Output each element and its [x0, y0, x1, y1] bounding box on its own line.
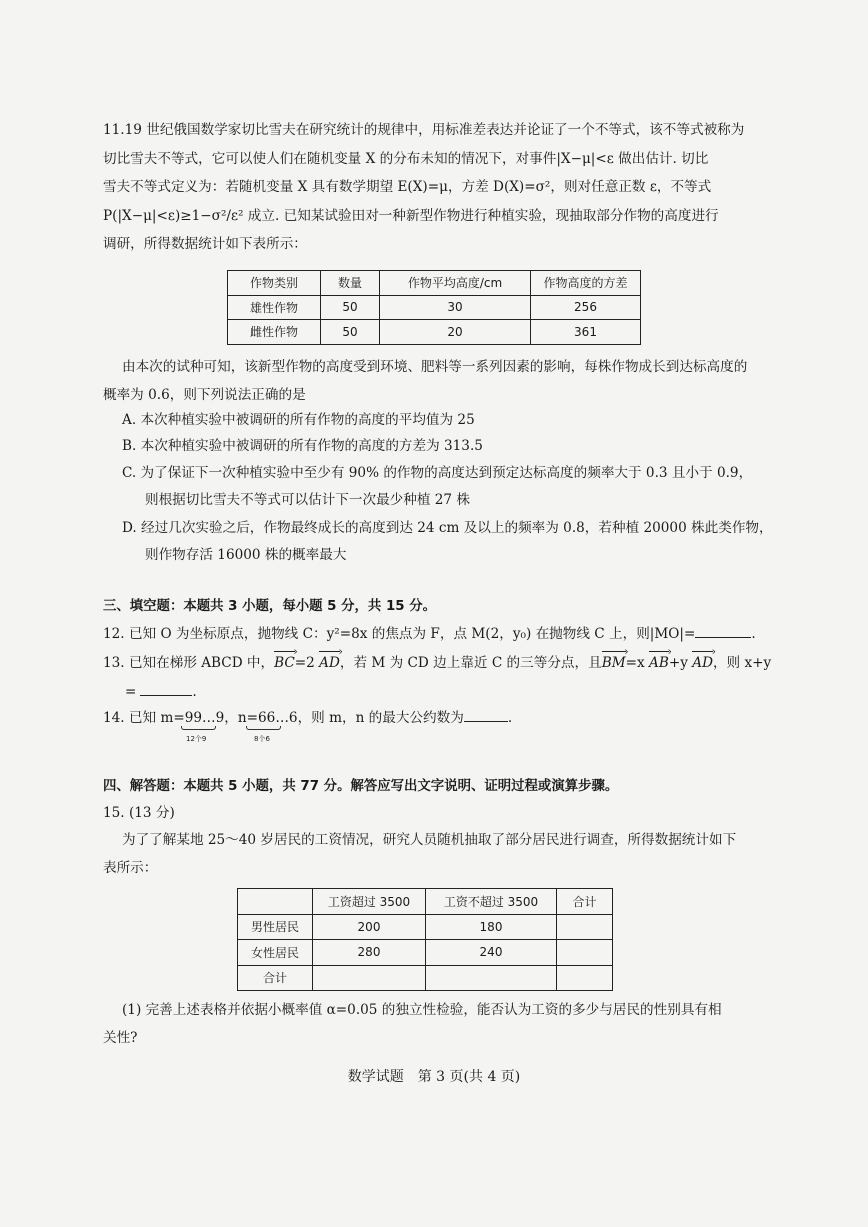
- question-12: [103, 623, 756, 644]
- vector-ad: AD ›: [319, 653, 340, 673]
- table-cell: 180: [426, 914, 557, 940]
- m-digit-count-note: 12个9: [186, 735, 207, 743]
- question-13-line-2: [125, 681, 197, 702]
- q13-end: .: [192, 684, 197, 700]
- table-row: [238, 914, 613, 940]
- q13-answer-blank: [140, 681, 192, 696]
- vector-ad-2: AD ›: [692, 653, 713, 673]
- q11-after-line-2: 概率为 0.6，则下列说法正确的是: [103, 387, 306, 403]
- q15-intro-line-2: 表所示：: [103, 860, 158, 876]
- table-cell: [557, 940, 613, 966]
- n-digit-count-note: 8个6: [254, 735, 270, 743]
- q13-mid4: +y: [668, 655, 688, 671]
- q14-n: 66…6: [258, 710, 298, 726]
- table-row: [238, 940, 613, 966]
- option-d-line-2: 则作物存活 16000 株的概率最大: [145, 547, 347, 563]
- option-b: B. 本次种植实验中被调研的所有作物的高度的方差为 313.5: [122, 438, 483, 454]
- table-cell: 20: [380, 320, 531, 345]
- table-cell: 女性居民: [238, 940, 313, 966]
- n-underbrace: [246, 726, 281, 730]
- table-cell: [557, 965, 613, 991]
- q11-line-5: 调研，所得数据统计如下表所示：: [103, 236, 307, 252]
- m-underbrace: [181, 726, 216, 730]
- q14-end: .: [507, 710, 513, 726]
- section-4-heading: 四、解答题：本题共 5 小题，共 77 分。解答应写出文字说明、证明过程或演算步骤。: [103, 779, 619, 794]
- q13-mid5: ，则 x+y: [712, 655, 772, 671]
- table-header-row: [228, 271, 641, 296]
- vector-bm: BM ›: [602, 653, 626, 673]
- q13-pre: 13. 已知在梯形 ABCD 中，: [103, 655, 275, 671]
- table-cell: 男性居民: [238, 914, 313, 940]
- q13-mid1: =2: [294, 655, 315, 671]
- table-cell: [426, 965, 557, 991]
- table-header-cell: 作物类别: [228, 271, 321, 296]
- table-header-cell: [238, 889, 313, 915]
- table-row: [238, 965, 613, 991]
- table-cell: 雄性作物: [228, 295, 321, 320]
- q14-m: 99…9: [184, 710, 225, 726]
- q14-mid: ，n=: [224, 710, 259, 726]
- table-header-cell: 作物高度的方差: [531, 271, 641, 296]
- q15-heading: 15. (13 分): [103, 805, 175, 821]
- table-header-cell: 数量: [321, 271, 380, 296]
- q13-equals: =: [125, 684, 137, 700]
- table-cell: 361: [531, 320, 641, 345]
- option-d-line-1: D. 经过几次实验之后，作物最终成长的高度到达 24 cm 及以上的频率为 0.8，若种植 20000 株此类作物，: [122, 520, 773, 536]
- q11-line-2: 切比雪夫不等式，它可以使人们在随机变量 X 的分布未知的情况下，对事件|X−μ|<ε 做出估计. 切比: [103, 150, 709, 167]
- q12-answer-blank: [695, 623, 751, 638]
- question-14: [103, 707, 512, 728]
- q11-line-4: P(|X−μ|<ε)≥1−σ²/ε² 成立. 已知某试验田对一种新型作物进行种植实验，现抽取部分作物的高度进行: [103, 207, 719, 224]
- table-header-cell: 工资超过 3500: [313, 889, 426, 915]
- salary-table: [237, 888, 613, 991]
- table-cell: 256: [531, 295, 641, 320]
- q15-part-1-line-1: (1) 完善上述表格并依据小概率值 α=0.05 的独立性检验，能否认为工资的多少与居民的性别具有相: [122, 1002, 722, 1018]
- table-cell: [313, 965, 426, 991]
- q11-line-3: 雪夫不等式定义为：若随机变量 X 具有数学期望 E(X)=μ，方差 D(X)=σ²，则对任意正数 ε，不等式: [103, 179, 712, 195]
- page-footer: 数学试题 第 3 页(共 4 页): [347, 1069, 521, 1085]
- option-c-line-1: C. 为了保证下一次种植实验中至少有 90% 的作物的高度达到预定达标高度的频率大于 0.3 且小于 0.9，: [122, 465, 753, 481]
- table-header-cell: 工资不超过 3500: [426, 889, 557, 915]
- table-header-cell: 作物平均高度/cm: [380, 271, 531, 296]
- option-c-line-2: 则根据切比雪夫不等式可以估计下一次最少种植 27 株: [145, 492, 471, 508]
- table-cell: 50: [321, 320, 380, 345]
- table-cell: 200: [313, 914, 426, 940]
- q14-answer-blank: [464, 707, 508, 722]
- question-11: [103, 116, 763, 259]
- vector-bc: BC ›: [274, 653, 295, 673]
- table-header-row: [238, 889, 613, 915]
- table-cell: 合计: [238, 965, 313, 991]
- section-3-heading: 三、填空题：本题共 3 小题，每小题 5 分，共 15 分。: [103, 599, 437, 614]
- table-cell: 50: [321, 295, 380, 320]
- table-cell: 30: [380, 295, 531, 320]
- table-row: [228, 295, 641, 320]
- table-cell: 雌性作物: [228, 320, 321, 345]
- q15-intro-line-1: 为了了解某地 25～40 岁居民的工资情况，研究人员随机抽取了部分居民进行调查，所得数据统计如下: [122, 832, 737, 848]
- crop-table: [227, 270, 641, 345]
- question-13: [103, 653, 771, 673]
- q14-post: ，则 m，n 的最大公约数为: [297, 710, 464, 726]
- option-a: A. 本次种植实验中被调研的所有作物的高度的平均值为 25: [122, 412, 475, 428]
- table-cell: [557, 914, 613, 940]
- q12-end: .: [751, 626, 756, 642]
- table-row: [228, 320, 641, 345]
- q11-after-line-1: 由本次的试种可知，该新型作物的高度受到环境、肥料等一系列因素的影响，每株作物成长到达标高度的: [122, 359, 748, 375]
- table-cell: 280: [313, 940, 426, 966]
- table-cell: 240: [426, 940, 557, 966]
- q11-line-1: 11.19 世纪俄国数学家切比雪夫在研究统计的规律中，用标准差表达并论证了一个不等式，该不等式被称为: [103, 122, 745, 138]
- q15-part-1-line-2: 关性?: [103, 1030, 138, 1046]
- q12-text: 12. 已知 O 为坐标原点，抛物线 C：y²=8x 的焦点为 F，点 M(2，y₀) 在抛物线 C 上，则|MO|=: [103, 626, 696, 642]
- table-header-cell: 合计: [557, 889, 613, 915]
- vector-ab: AB ›: [649, 653, 669, 673]
- q14-pre: 14. 已知 m=: [103, 710, 185, 726]
- q13-mid2: ，若 M 为 CD 边上靠近 C 的三等分点，且: [339, 655, 602, 671]
- q13-mid3: =x: [625, 655, 645, 671]
